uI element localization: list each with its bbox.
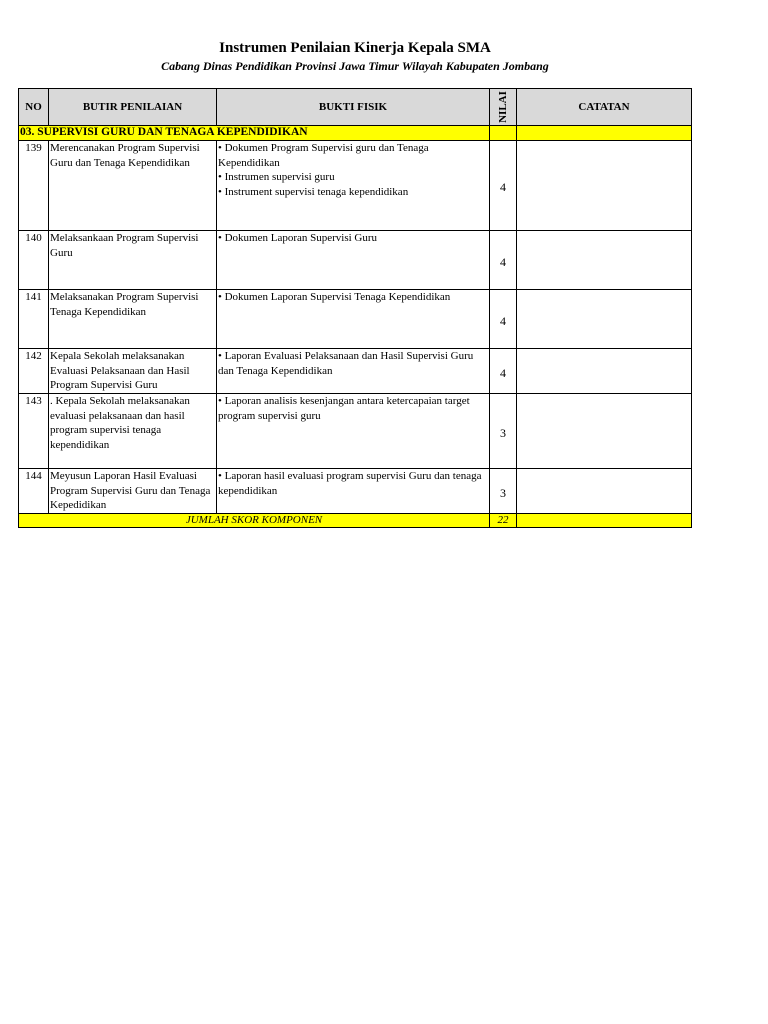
total-catatan-cell: [517, 514, 692, 528]
row-bukti: [217, 394, 490, 469]
table-row: [19, 394, 692, 469]
column-header-bukti: BUKTI FISIK: [217, 89, 490, 126]
row-nilai: 4: [490, 141, 517, 231]
row-no: 140: [19, 231, 49, 290]
row-bukti: [217, 469, 490, 514]
bukti-item: • Dokumen Laporan Supervisi Guru: [218, 232, 378, 244]
row-bukti: [217, 141, 490, 231]
bukti-item: • Laporan analisis kesenjangan antara ketercapaian target program supervisi guru: [218, 395, 470, 422]
row-bukti: [217, 349, 490, 394]
row-nilai: 4: [490, 349, 517, 394]
column-header-catatan: CATATAN: [517, 89, 692, 126]
row-catatan[interactable]: [517, 469, 692, 514]
total-value: 22: [490, 514, 517, 528]
row-nilai: 4: [490, 231, 517, 290]
row-nilai: 3: [490, 469, 517, 514]
row-bukti: [217, 290, 490, 349]
table-row: [19, 469, 692, 514]
row-butir: Kepala Sekolah melaksanakan Evaluasi Pelaksanaan dan Hasil Program Supervisi Guru: [49, 349, 217, 394]
row-butir: Melaksanakan Program Supervisi Tenaga Kependidikan: [49, 290, 217, 349]
column-header-no: NO: [19, 89, 49, 126]
row-no: 144: [19, 469, 49, 514]
table-header-row: [19, 89, 692, 126]
row-butir: Merencanakan Program Supervisi Guru dan Tenaga Kependidikan: [49, 141, 217, 231]
table-row: [19, 141, 692, 231]
section-label: 03. SUPERVISI GURU DAN TENAGA KEPENDIDIKAN: [19, 126, 490, 141]
row-nilai: 4: [490, 290, 517, 349]
bukti-item: • Laporan Evaluasi Pelaksanaan dan Hasil Supervisi Guru dan Tenaga Kependidikan: [218, 350, 474, 377]
document-title: Instrumen Penilaian Kinerja Kepala SMA: [219, 40, 491, 56]
bukti-item: • Instrument supervisi tenaga kependidikan: [218, 185, 409, 198]
row-nilai: 3: [490, 394, 517, 469]
row-no: 143: [19, 394, 49, 469]
row-no: 139: [19, 141, 49, 231]
row-butir: . Kepala Sekolah melaksanakan evaluasi pelaksanaan dan hasil program supervisi tenaga kependidikan: [49, 394, 217, 469]
bukti-item: • Dokumen Laporan Supervisi Tenaga Kependidikan: [218, 291, 451, 303]
section-catatan-cell: [517, 126, 692, 141]
bukti-item: • Instrumen supervisi guru: [218, 171, 335, 183]
total-label: JUMLAH SKOR KOMPONEN: [19, 514, 490, 528]
column-header-nilai-label: NILAI: [496, 91, 509, 123]
row-catatan[interactable]: [517, 394, 692, 469]
document-subtitle: Cabang Dinas Pendidikan Provinsi Jawa Timur Wilayah Kabupaten Jombang: [161, 59, 549, 73]
row-catatan[interactable]: [517, 290, 692, 349]
bukti-item: • Dokumen Program Supervisi guru dan Tenaga Kependidikan: [218, 142, 429, 169]
table-row: [19, 290, 692, 349]
total-row: [19, 514, 692, 528]
row-bukti: [217, 231, 490, 290]
row-catatan[interactable]: [517, 141, 692, 231]
section-nilai-cell: [490, 126, 517, 141]
row-no: 142: [19, 349, 49, 394]
row-no: 141: [19, 290, 49, 349]
row-catatan[interactable]: [517, 231, 692, 290]
table-row: [19, 349, 692, 394]
row-catatan[interactable]: [517, 349, 692, 394]
assessment-table: [18, 88, 692, 528]
column-header-butir: BUTIR PENILAIAN: [49, 89, 217, 126]
row-butir: Meyusun Laporan Hasil Evaluasi Program Supervisi Guru dan Tenaga Kepedidikan: [49, 469, 217, 514]
section-row: [19, 126, 692, 141]
table-row: [19, 231, 692, 290]
bukti-item: • Laporan hasil evaluasi program supervisi Guru dan tenaga kependidikan: [218, 470, 482, 497]
row-butir: Melaksankaan Program Supervisi Guru: [49, 231, 217, 290]
column-header-nilai: [490, 89, 517, 126]
